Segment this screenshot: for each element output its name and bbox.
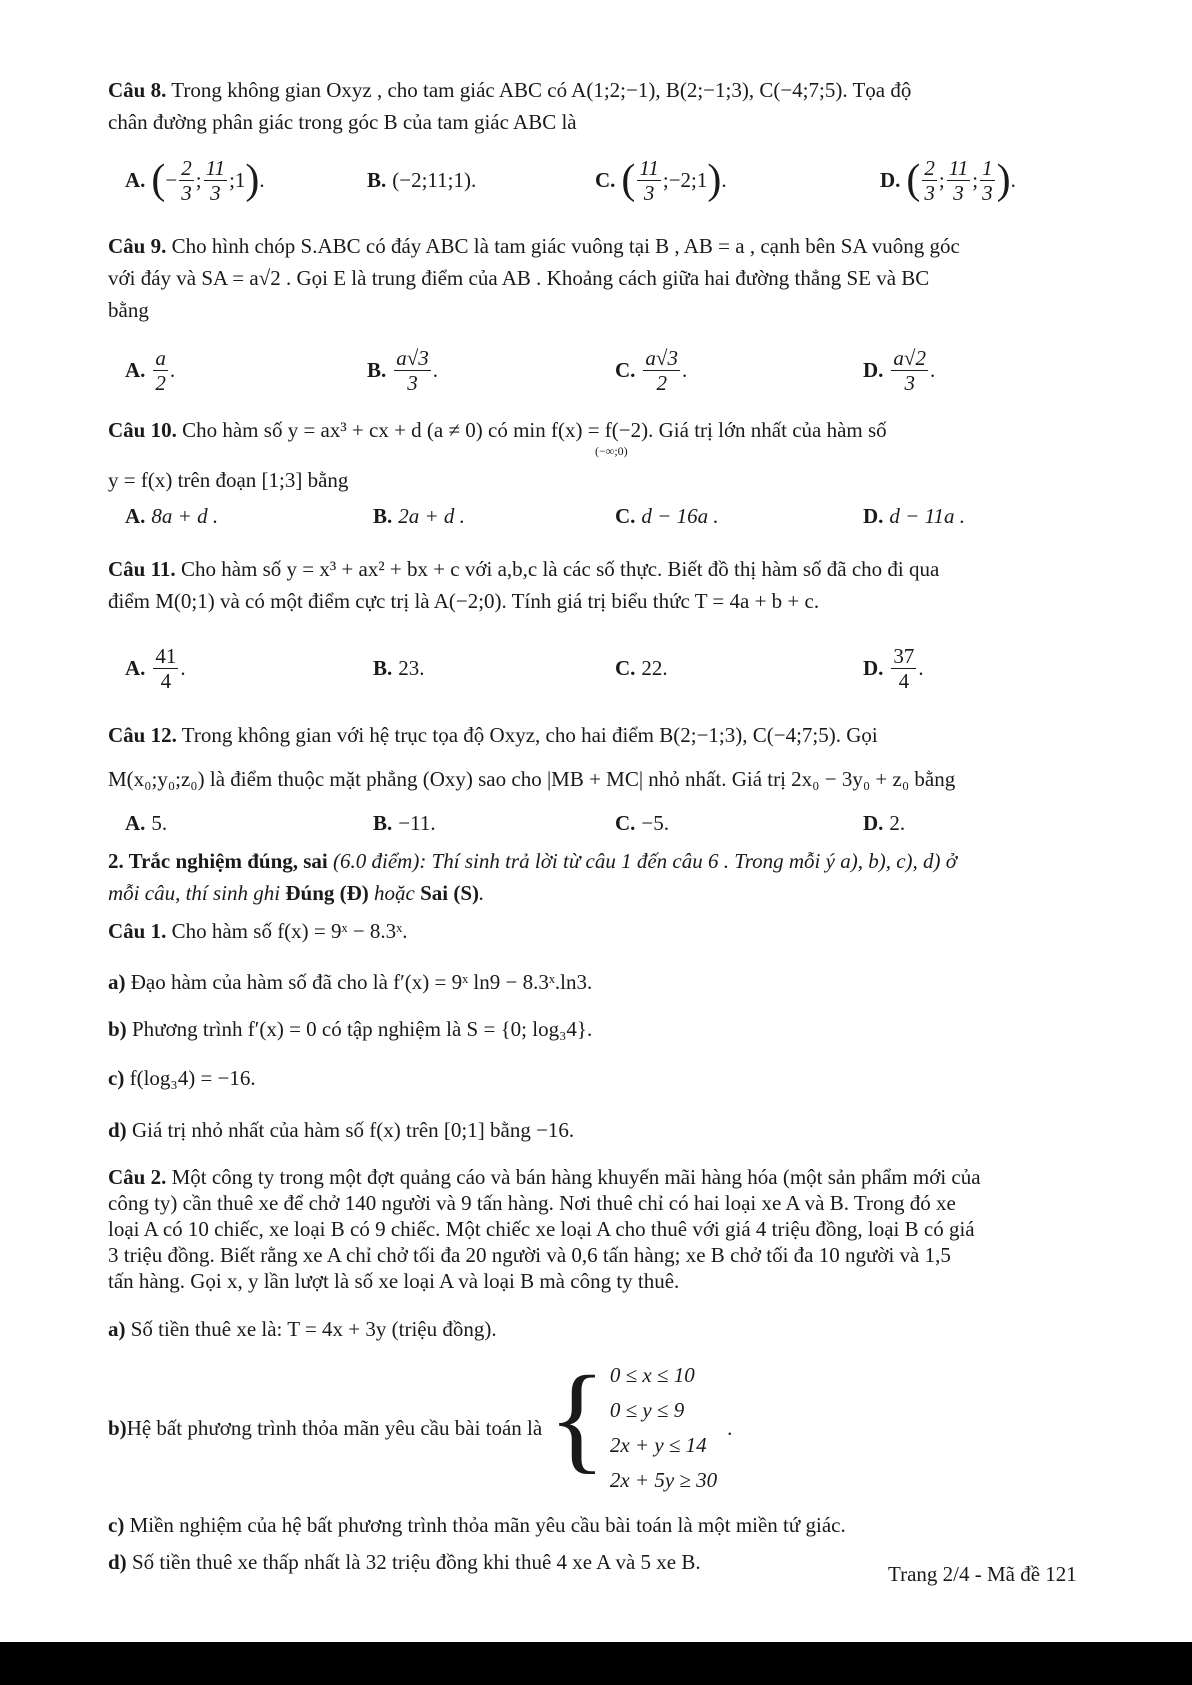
numerator: a√3 [396,345,429,370]
q10-options [125,496,1085,536]
question-10 [108,414,1088,446]
option-d: D. $\frac{37}{4}$ . [863,643,924,693]
option-a: A. $\frac{41}{4}$ . [125,643,186,693]
question-text: chân đường phân giác trong góc B của tam giác ABC là [108,110,577,134]
denominator: 3 [181,180,192,205]
question-text: M(x₀;y₀;z₀) là điểm thuộc mặt phẳng (Oxy) sao cho |MB + MC| nhỏ nhất. Giá trị 2x₀ − 3y₀ + z₀ bằng [108,767,956,791]
numerator: 1 [982,155,993,180]
option-label: A. [125,357,146,382]
denominator: 3 [924,180,935,205]
fraction [637,156,660,205]
paren: ( [621,157,636,203]
question-text: với đáy và SA = a√2 . Gọi E là trung điểm của AB . Khoảng cách giữa hai đường thẳng SE và BC [108,266,930,290]
question-number: Câu 9. [108,234,167,258]
option-b [373,638,425,698]
tf-1-statement-a [108,966,1088,998]
option-label: B. [367,357,387,382]
fraction [891,346,928,395]
paren: ) [707,157,722,203]
option-label: B. [367,167,387,192]
option-b: B. $\frac{a√3}{3}$ . [367,345,439,395]
question-10-line2 [108,464,1088,496]
denominator: 3 [210,180,221,205]
numerator: a√2 [893,345,926,370]
option-text: −11. [398,810,436,835]
option-c [615,803,669,843]
fraction [643,346,680,395]
paren: ( [151,157,166,203]
option-label: B. [373,655,393,680]
paren: ( [906,157,921,203]
fraction [394,346,431,395]
option-label: D. [880,167,901,192]
section-instruction: mỗi câu, thí sinh ghi [108,881,286,905]
option-text: −5. [641,810,670,835]
numerator: a [155,345,166,370]
option-label: C. [615,810,636,835]
statement-label: a) [108,970,126,994]
option-a [125,496,218,536]
statement-label: a) [108,1317,126,1341]
numerator: 37 [893,643,915,668]
option-label: C. [615,655,636,680]
part2-heading [108,845,1088,909]
statement-text: Đạo hàm của hàm số đã cho là f′(x) = 9ˣ ln9 − 8.3ˣ.ln3. [125,970,593,994]
tf-2-statement-a [108,1313,1088,1345]
statement-label: b) [108,1416,127,1440]
question-text: Trong không gian với hệ trục tọa độ Oxyz, cho hai điểm B(2;−1;3), C(−4;7;5). Gọi [176,723,878,747]
brace: { [548,1351,606,1484]
option-label: D. [863,810,884,835]
question-12 [108,713,1088,801]
statement-label: b) [108,1017,127,1041]
denominator: 3 [982,180,993,205]
question-text: bằng [108,298,149,322]
fraction [922,156,937,205]
section-instruction: . [479,881,485,905]
denominator: 3 [953,180,964,205]
denominator: 4 [160,668,172,693]
option-label: A. [125,503,146,528]
denominator: 2 [155,370,166,395]
numerator: 11 [639,155,659,180]
option-tail: ;1 [229,167,246,192]
fraction [153,346,168,395]
question-number: Câu 1. [108,919,167,943]
instruction-false-label: Sai (S) [420,881,480,905]
option-a: A. ( − $\frac{2}{3}$ ; $\frac{11}{3}$ ;1 ) . [125,155,265,205]
question-number: Câu 10. [108,418,177,442]
question-number: Câu 8. [108,78,167,102]
fraction [947,156,970,205]
statement-label: d) [108,1118,127,1142]
question-text: công ty) cần thuê xe để chở 140 người và 9 tấn hàng. Nơi thuê chỉ có hai loại xe A và B. Trong đó xe [108,1191,956,1215]
question-number: Câu 11. [108,557,176,581]
inequality: 0 ≤ y ≤ 9 [609,1398,685,1422]
denominator: 3 [407,370,418,395]
option-text: 2a + d . [398,503,465,528]
option-label: C. [615,357,636,382]
option-label: A. [125,810,146,835]
statement-text: Hệ bất phương trình thỏa mãn yêu cầu bài toán là [126,1416,543,1440]
option-label: B. [373,810,393,835]
tf-question-1 [108,915,1088,947]
question-text: Cho hình chóp S.ABC có đáy ABC là tam giác vuông tại B , AB = a , cạnh bên SA vuông góc [166,234,960,258]
question-text: loại A có 10 chiếc, xe loại B có 9 chiếc. Một chiếc xe loại A cho thuê với giá 4 triệu đồng, loại B có giá [108,1217,975,1241]
question-text: Cho hàm số y = ax³ + cx + d (a ≠ 0) có min f(x) = f(−2). Giá trị lớn nhất của hàm số [176,418,887,442]
option-label: A. [125,655,146,680]
inequality: 2x + y ≤ 14 [609,1433,707,1457]
tf-2-statement-b [108,1351,1088,1498]
option-b [367,150,476,210]
option-c: C. $\frac{a√3}{2}$ . [615,345,688,395]
option-text: (−2;11;1). [392,167,477,192]
question-8 [108,74,1088,138]
option-text: 2. [889,810,906,835]
option-c: C. ( $\frac{11}{3}$ ;−2;1 ) . [595,155,727,205]
question-text: 3 triệu đồng. Biết rằng xe A chỉ chở tối đa 20 người và 0,6 tấn hàng; xe B chở tối đa 10 người và 1,5 [108,1243,951,1267]
numerator: 11 [948,155,969,180]
tf-1-statement-c [108,1062,1088,1094]
question-text: điểm M(0;1) và có một điểm cực trị là A(−2;0). Tính giá trị biểu thức T = 4a + b + c. [108,589,820,613]
statement-text: Phương trình f′(x) = 0 có tập nghiệm là S = {0; log₃4}. [126,1017,593,1041]
section-instruction: Thí sinh trả lời từ câu 1 đến câu 6 . Trong mỗi ý a), b), c), d) ở [426,849,957,873]
option-text: 23. [398,655,425,680]
question-text: y = f(x) trên đoạn [1;3] bằng [108,468,349,492]
tf-question-2 [108,1164,1088,1294]
option-text: 8a + d . [151,503,219,528]
option-b [373,496,465,536]
section-score: (6.0 điểm): [327,849,427,873]
q12-options [125,803,1085,843]
tf-1-statement-d [108,1114,1088,1146]
option-label: D. [863,655,884,680]
option-text: d − 16a . [641,503,719,528]
numerator: a√3 [645,345,678,370]
denominator: 4 [898,668,910,693]
option-label: C. [595,167,616,192]
question-number: Câu 2. [108,1165,167,1189]
option-label: B. [373,503,393,528]
option-c [615,638,668,698]
question-text: Một công ty trong một đợt quảng cáo và bán hàng khuyến mãi hàng hóa (một sản phẩm mới của [166,1165,981,1189]
option-text: 5. [151,810,168,835]
option-label: D. [863,357,884,382]
option-c [615,496,719,536]
section-title: 2. Trắc nghiệm đúng, sai [108,849,328,873]
statement-text: Số tiền thuê xe là: T = 4x + 3y (triệu đồng). [125,1317,497,1341]
numerator: 11 [205,155,226,180]
option-text: 22. [641,655,668,680]
option-d: D. ( $\frac{2}{3}$ ; $\frac{11}{3}$ ; $\frac{1}{3}$ ) . [880,155,1016,205]
question-text: Trong không gian Oxyz , cho tam giác ABC có A(1;2;−1), B(2;−1;3), C(−4;7;5). Tọa độ [166,78,912,102]
paren: ) [996,157,1011,203]
question-text: tấn hàng. Gọi x, y lần lượt là số xe loại A và loại B mà công ty thuê. [108,1269,680,1293]
tf-1-statement-b [108,1013,1088,1045]
option-d [863,496,965,536]
q11-options [125,638,1085,698]
question-11 [108,553,1088,617]
option-a: A. $\frac{a}{2}$ . [125,345,176,395]
option-tail: ;−2;1 [662,167,708,192]
statement-label: c) [108,1066,125,1090]
statement-label: d) [108,1550,127,1574]
instruction-true-label: Đúng (Đ) [285,881,369,905]
bottom-bar [0,1642,1192,1685]
statement-text: Giá trị nhỏ nhất của hàm số f(x) trên [0;1] bằng −16. [126,1118,575,1142]
option-a [125,803,167,843]
option-d [863,803,905,843]
statement-label: c) [108,1513,125,1537]
option-label: A. [125,167,146,192]
numerator: 2 [181,155,192,180]
system-rows [610,1358,717,1498]
numerator: 2 [924,155,935,180]
option-label: C. [615,503,636,528]
fraction [204,156,227,205]
question-text: Cho hàm số f(x) = 9ˣ − 8.3ˣ. [166,919,408,943]
denominator: 2 [656,370,667,395]
min-subscript: (−∞;0) [595,444,628,458]
fraction [980,156,995,205]
option-label: D. [863,503,884,528]
question-9 [108,230,1088,326]
denominator: 3 [904,370,915,395]
inequality: 2x + 5y ≥ 30 [609,1468,718,1492]
section-instruction: hoặc [368,881,421,905]
fraction [153,644,178,693]
option-b [373,803,436,843]
statement-text: f(log₃4) = −16. [124,1066,256,1090]
q8-options [125,150,1085,210]
inequality-system [548,1351,718,1498]
tf-2-statement-c [108,1509,1088,1541]
statement-text: Miền nghiệm của hệ bất phương trình thỏa mãn yêu cầu bài toán là một miền tứ giác. [124,1513,846,1537]
page-footer: Trang 2/4 - Mã đề 121 [888,1562,1077,1586]
fraction [891,644,916,693]
paren: ) [245,157,260,203]
inequality: 0 ≤ x ≤ 10 [609,1363,695,1387]
statement-end: . [727,1416,733,1440]
statement-text: Số tiền thuê xe thấp nhất là 32 triệu đồng khi thuê 4 xe A và 5 xe B. [126,1550,701,1574]
option-text: d − 11a . [889,503,966,528]
q9-options [125,340,1085,400]
numerator: 41 [155,643,177,668]
fraction [179,156,194,205]
denominator: 3 [643,180,655,205]
question-number: Câu 12. [108,723,177,747]
question-text: Cho hàm số y = x³ + ax² + bx + c với a,b,c là các số thực. Biết đồ thị hàm số đã cho đi qua [175,557,940,581]
option-d: D. $\frac{a√2}{3}$ . [863,345,936,395]
